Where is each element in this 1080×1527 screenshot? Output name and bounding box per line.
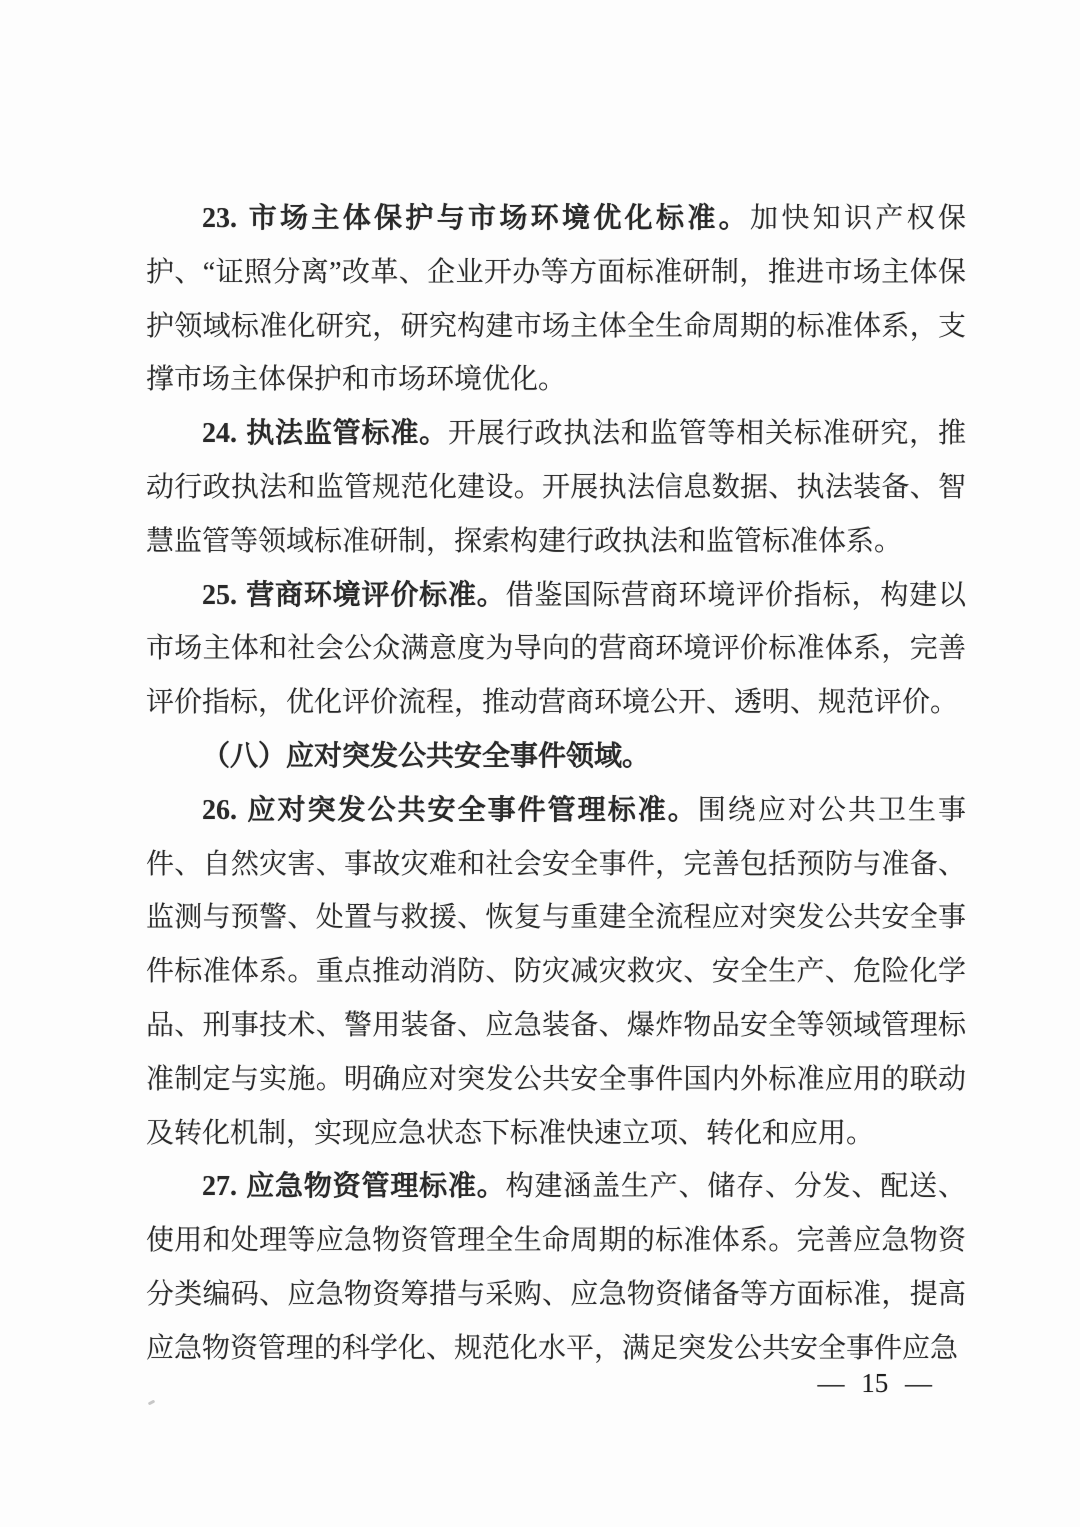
paragraph-item-26 [146,784,966,1161]
item-number: 24. [202,418,237,450]
item-title: 应对突发公共安全事件管理标准。 [245,794,698,826]
scan-artifact-speck [148,1400,156,1406]
item-number: 26. [202,794,237,826]
item-body: 开展行政执法和监管等相关标准研究，推动行政执法和监管规范化建设。开展执法信息数据、执法装备、智慧监管等领域标准研制，探索构建行政执法和监管标准体系。 [146,418,966,557]
paragraph-item-23 [146,192,966,407]
item-title: 应急物资管理标准。 [245,1171,506,1203]
item-body: 构建涵盖生产、储存、分发、配送、使用和处理等应急物资管理全生命周期的标准体系。完善应急物资分类编码、应急物资筹措与采购、应急物资储备等方面标准，提高应急物资管理的科学化、规范化水平，满足突发公共安全事件应急 [146,1171,966,1364]
paragraph-item-25 [146,569,966,730]
item-title: 营商环境评价标准。 [245,579,506,611]
item-number: 23. [202,203,237,234]
item-number: 25. [202,579,237,611]
item-body: 加快知识产权保护、“证照分离”改革、企业开办等方面标准研制，推进市场主体保护领域标准化研究，研究构建市场主体全生命周期的标准体系，支撑市场主体保护和市场环境优化。 [146,203,966,396]
item-title: 执法监管标准。 [245,418,448,450]
item-body: 借鉴国际营商环境评价指标，构建以市场主体和社会公众满意度为导向的营商环境评价标准体系，完善评价指标，优化评价流程，推动营商环境公开、透明、规范评价。 [146,579,966,719]
section-heading: （八）应对突发公共安全事件领域。 [202,740,651,772]
page-number: — 15 — [817,1368,932,1398]
document-body [146,192,966,1376]
item-title: 市场主体保护与市场环境优化标准。 [245,203,750,234]
paragraph-item-27 [146,1160,966,1375]
item-body: 围绕应对公共卫生事件、自然灾害、事故灾难和社会安全事件，完善包括预防与准备、监测与预警、处置与救援、恢复与重建全流程应对突发公共安全事件标准体系。重点推动消防、防灾减灾救灾、安全生产、危险化学品、刑事技术、警用装备、应急装备、爆炸物品安全等领域管理标准制定与实施。明确应对突发公共安全事件国内外标准应用的联动及转化机制，实现应急状态下标准快速立项、转化和应用。 [146,794,966,1149]
item-number: 27. [202,1171,237,1203]
paragraph-item-24 [146,407,966,568]
